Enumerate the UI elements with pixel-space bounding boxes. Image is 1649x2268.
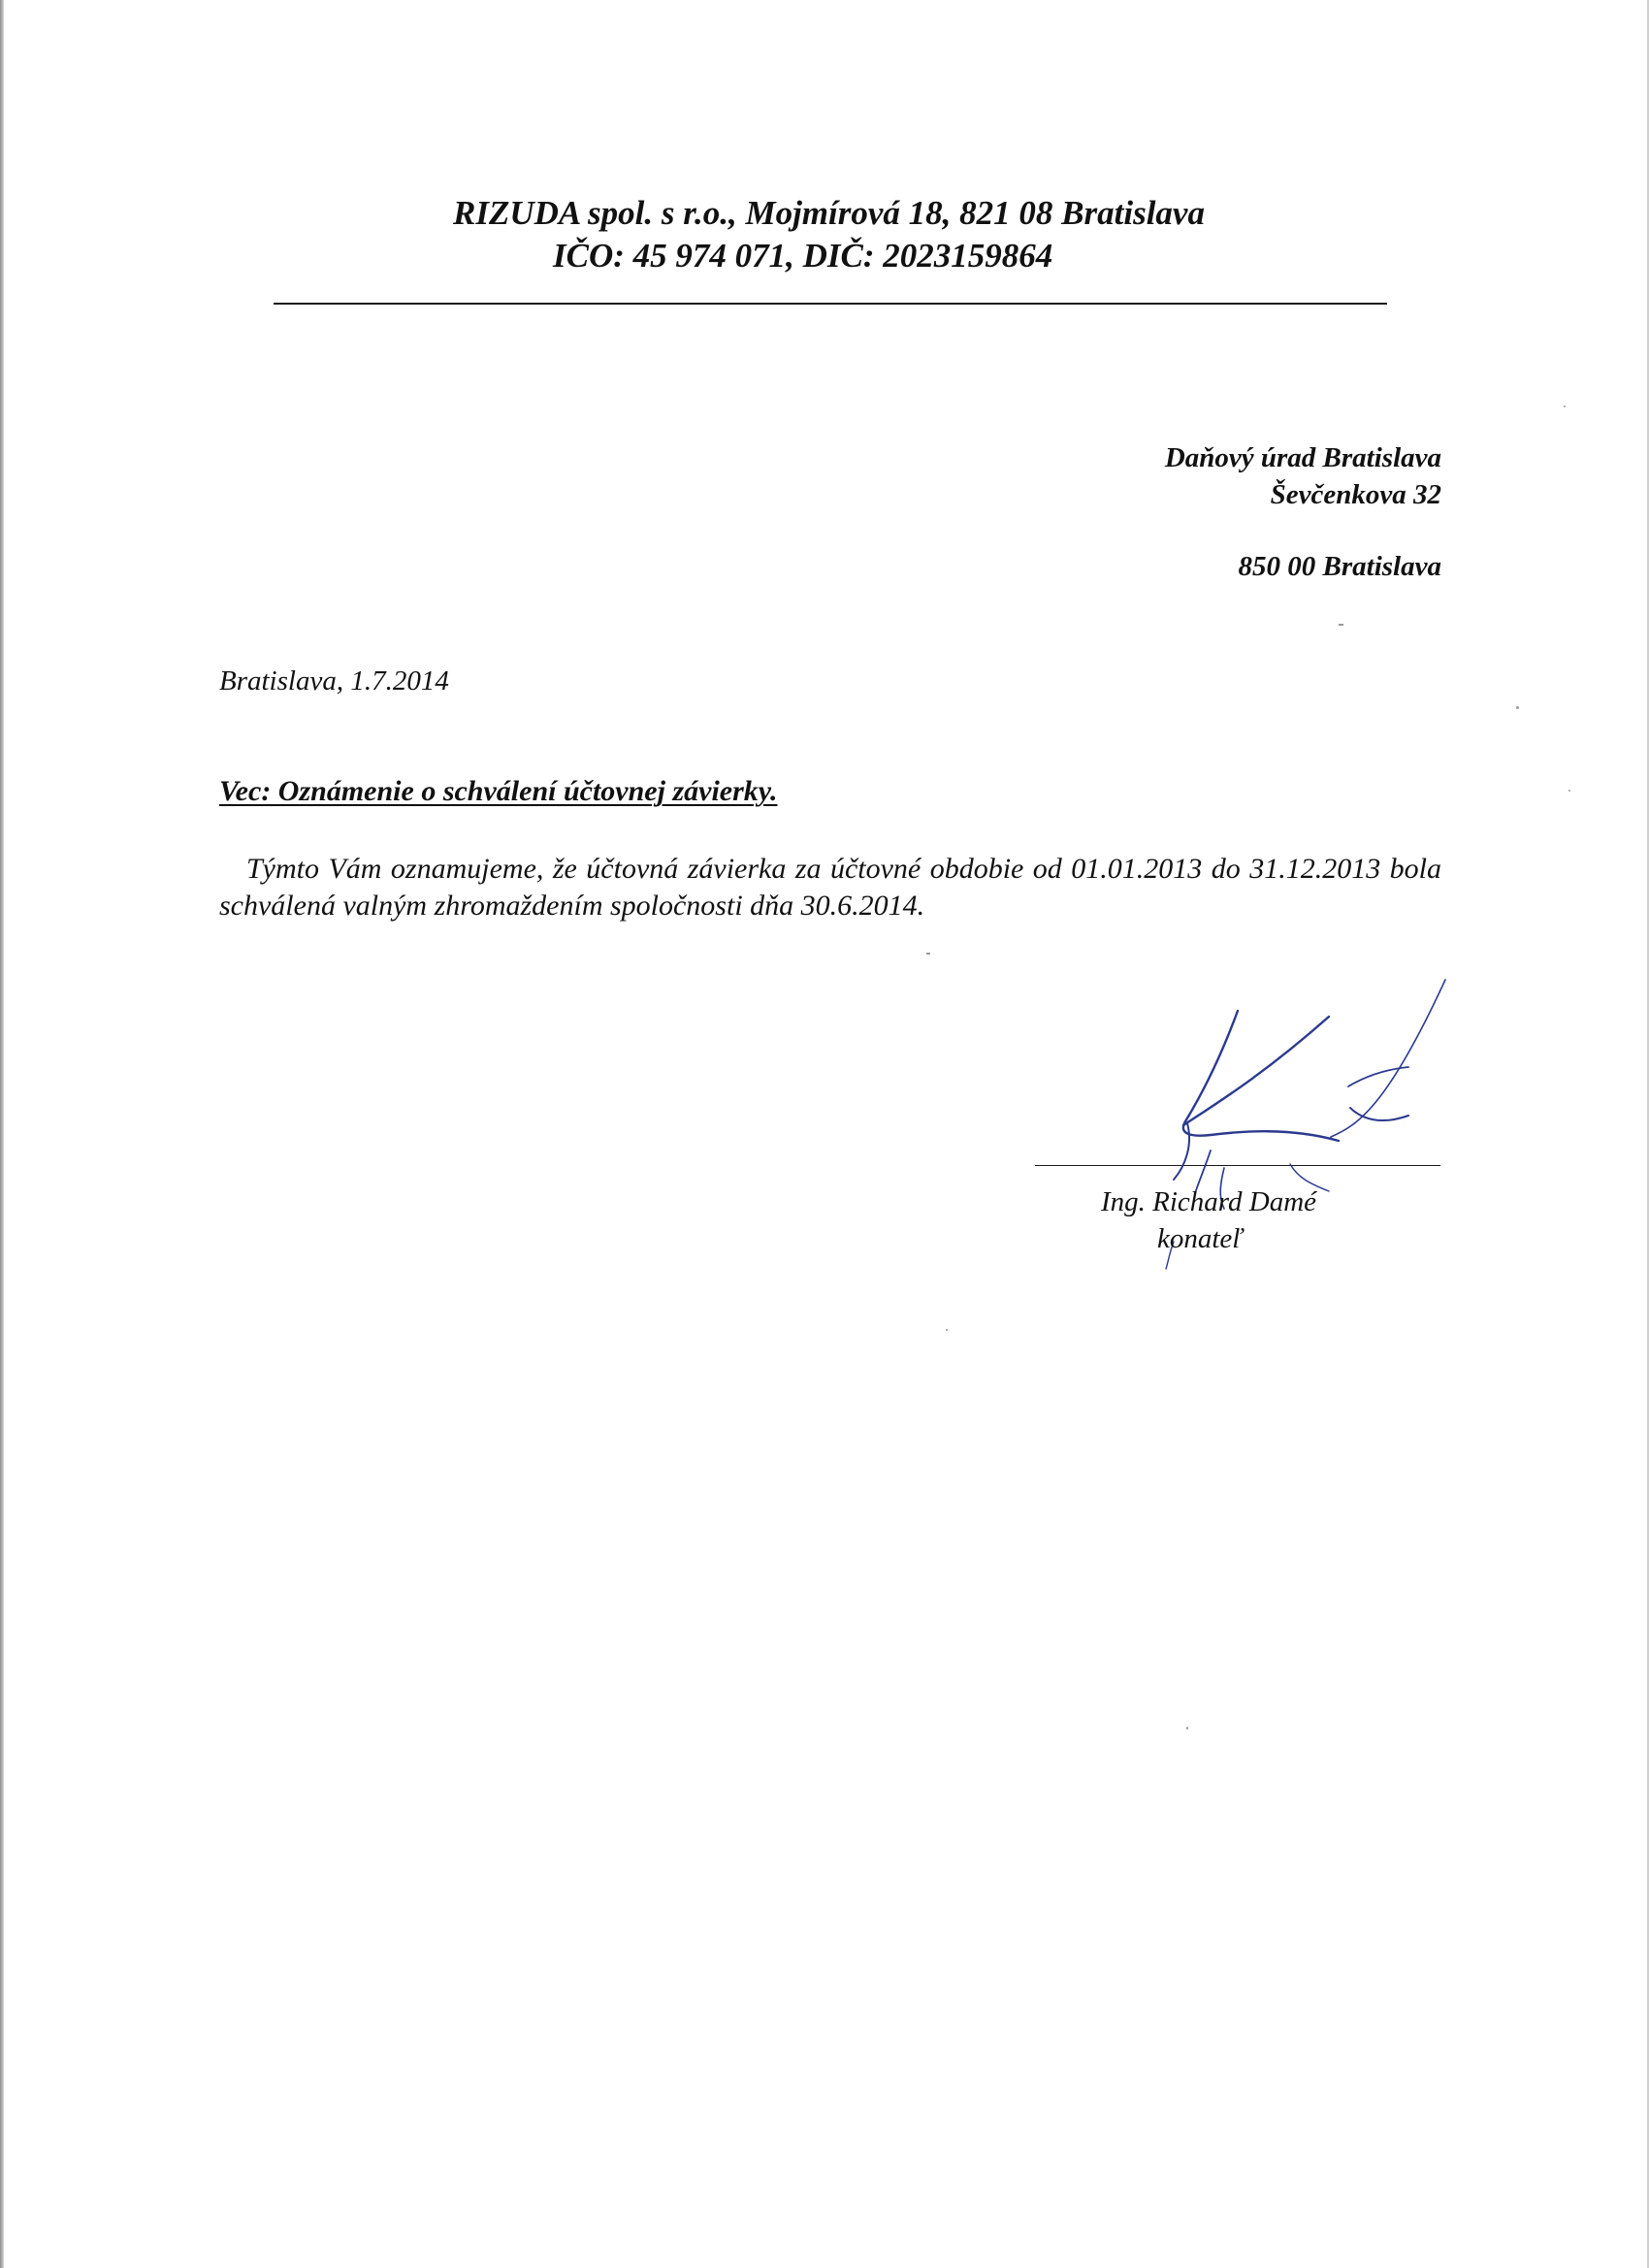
scan-speck [1516, 706, 1519, 709]
recipient-name: Daňový úrad Bratislava [1164, 442, 1441, 473]
recipient-city: 850 00 Bratislava [1238, 551, 1441, 582]
signer-name: Ing. Richard Damé [1101, 1186, 1317, 1217]
signer-role: konateľ [1157, 1223, 1243, 1254]
company-address-line: RIZUDA spol. s r.o., Mojmírová 18, 821 08 Bratislava [453, 194, 1205, 232]
body-paragraph: Týmto Vám oznamujeme, že účtovná závierka za účtovné obdobie od 01.01.2013 do 31.12.2013 bola schválená valným zhromaždením spoločnosti dňa 30.6.2014. [219, 853, 1441, 922]
recipient-address [1165, 439, 1441, 585]
signature-stroke-8 [1331, 980, 1445, 1137]
scan-speck [1339, 624, 1343, 626]
signer-block [1101, 1183, 1316, 1257]
place-date: Bratislava, 1.7.2014 [219, 665, 449, 697]
scan-speck [1564, 405, 1566, 407]
signature-stroke-1 [1183, 1011, 1339, 1141]
signature-stroke-3 [1174, 1123, 1189, 1180]
recipient-street: Ševčenkova 32 [1270, 479, 1441, 510]
scan-speck [946, 1329, 948, 1331]
scan-edge-left [0, 0, 4, 2268]
company-ids-line: IČO: 45 974 071, DIČ: 2023159864 [553, 237, 1053, 275]
scan-speck [1186, 1727, 1188, 1730]
scan-speck [926, 953, 930, 955]
signature-stroke-2 [1183, 1017, 1329, 1125]
signature-stroke-7 [1350, 1108, 1408, 1120]
signature-stroke-6 [1348, 1067, 1408, 1086]
letterhead-divider [274, 303, 1387, 305]
subject-line: Vec: Oznámenie o schválení účtovnej závierky. [219, 775, 778, 807]
scan-speck [1568, 790, 1570, 792]
